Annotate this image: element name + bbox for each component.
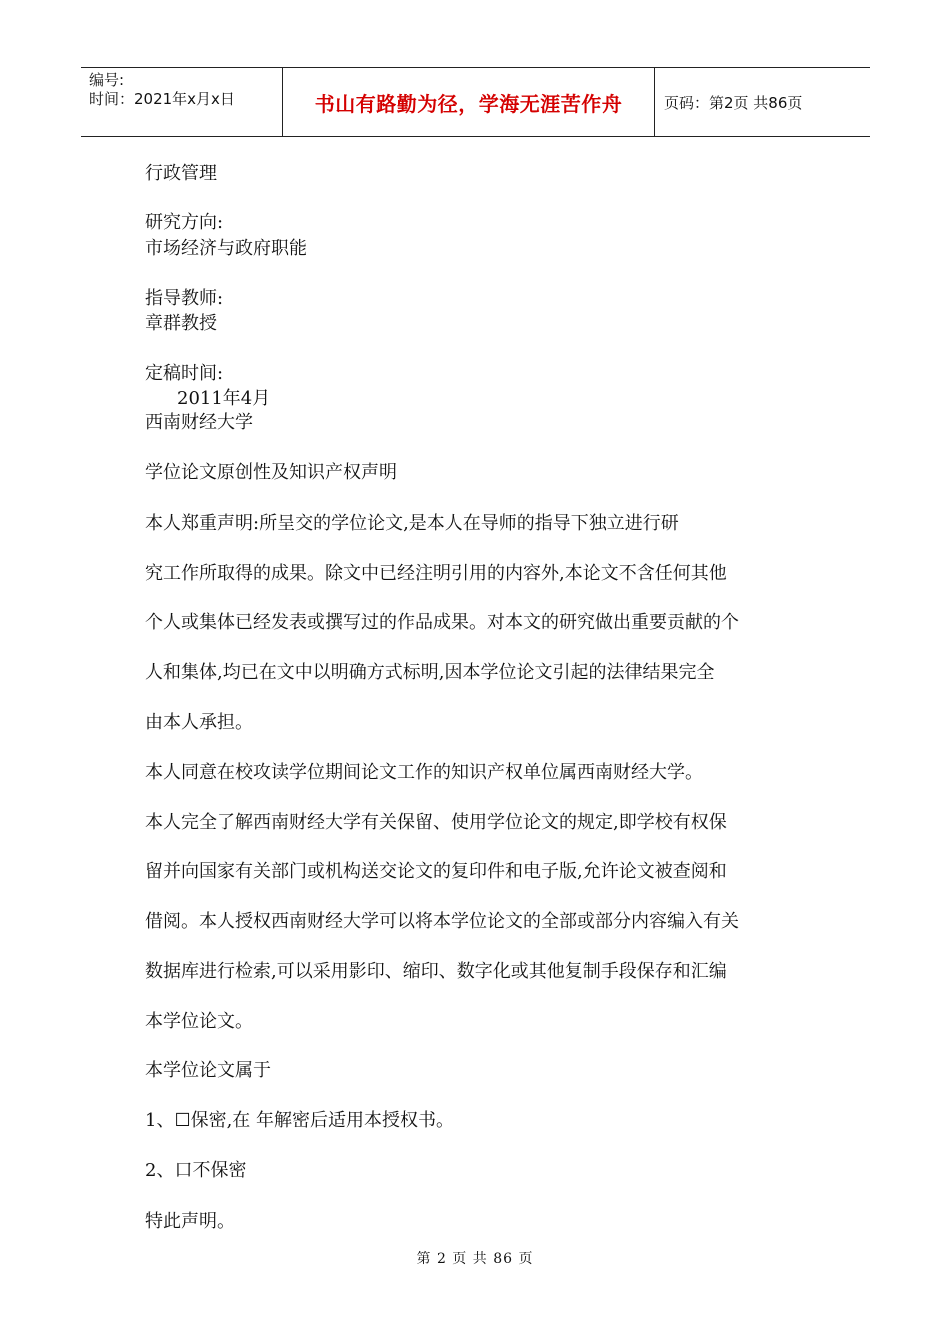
page-footer: 第 2 页 共 86 页 [416, 1251, 534, 1267]
text-line: 本学位论文属于 [145, 1060, 271, 1081]
checkbox-option-confidential: 1、☐保密,在 年解密后适用本授权书。 [145, 1110, 455, 1131]
text-line: 究工作所取得的成果。除文中已经注明引用的内容外,本论文不含任何其他 [145, 563, 727, 584]
text-line: 个人或集体已经发表或撰写过的作品成果。对本文的研究做出重要贡献的个 [145, 612, 739, 633]
header-time-label: 时间：2021年x月x日 [89, 90, 235, 108]
text-line: 章群教授 [145, 313, 217, 334]
text-line: 留并向国家有关部门或机构送交论文的复印件和电子版,允许论文被查阅和 [145, 861, 727, 882]
text-line: 由本人承担。 [145, 712, 253, 733]
text-line: 借阅。本人授权西南财经大学可以将本学位论文的全部或部分内容编入有关 [145, 911, 739, 932]
header-number-label: 编号: [89, 71, 125, 89]
page-header [81, 67, 870, 137]
text-line: 本人完全了解西南财经大学有关保留、使用学位论文的规定,即学校有权保 [145, 812, 727, 833]
header-page-info: 页码：第2页 共86页 [664, 93, 803, 112]
text-line: 特此声明。 [145, 1211, 235, 1232]
text-line: 本学位论文。 [145, 1011, 253, 1032]
text-line: 数据库进行检索,可以采用影印、缩印、数字化或其他复制手段保存和汇编 [145, 961, 727, 982]
text-line: 行政管理 [145, 163, 217, 184]
text-line: 本人郑重声明:所呈交的学位论文,是本人在导师的指导下独立进行研 [145, 513, 679, 534]
text-line: 本人同意在校攻读学位期间论文工作的知识产权单位属西南财经大学。 [145, 762, 703, 783]
text-line: 指导教师: [145, 288, 224, 309]
text-line: 人和集体,均已在文中以明确方式标明,因本学位论文引起的法律结果完全 [145, 662, 715, 683]
text-line: 2011年4月 [177, 388, 271, 409]
checkbox-option-not-confidential: 2、口不保密 [145, 1160, 247, 1181]
text-line: 西南财经大学 [145, 412, 253, 433]
text-line: 市场经济与政府职能 [145, 238, 307, 259]
text-line: 定稿时间: [145, 363, 224, 384]
text-line: 研究方向: [145, 212, 224, 233]
section-title: 学位论文原创性及知识产权声明 [145, 462, 397, 483]
header-meta [81, 68, 282, 136]
header-motto: 书山有路勤为径，学海无涯苦作舟 [282, 68, 655, 136]
